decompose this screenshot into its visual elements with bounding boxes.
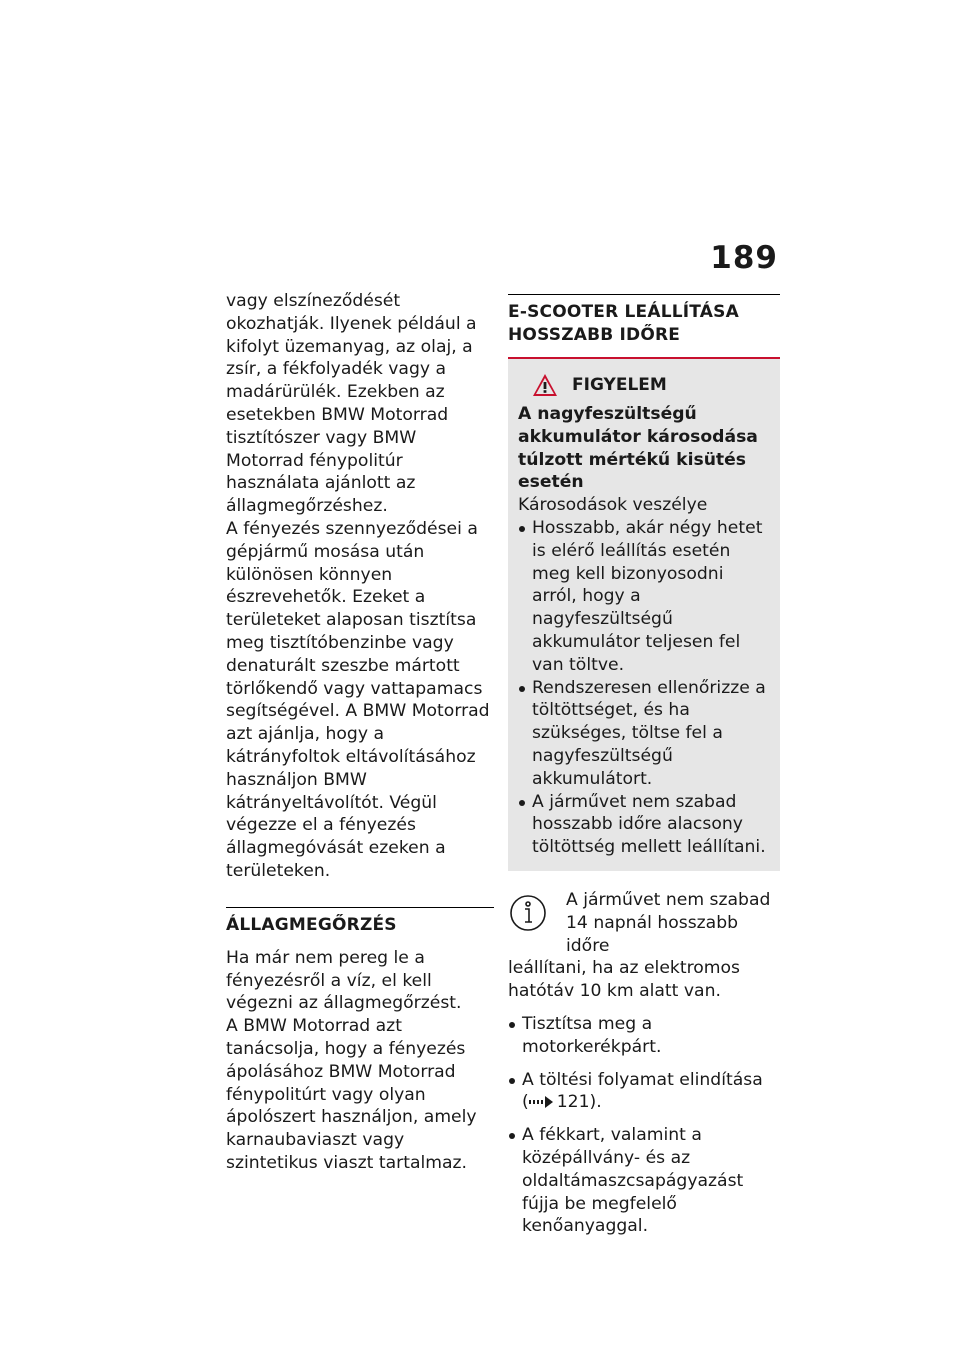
warning-list <box>518 517 770 859</box>
section-title-storage: E-SCOOTER LEÁLLÍTÁSA HOSSZABB IDŐRE <box>508 302 739 345</box>
info-text-line2: 14 napnál hosszabb időre <box>566 912 739 956</box>
warning-subtitle: A nagyfeszültségű akkumulátor károsodása túlzott mértékű kisütés esetén <box>518 404 758 493</box>
warning-consequence: Károsodások veszélye <box>518 495 708 516</box>
paragraph-paint-dirt: A fényezés szennyeződései a gépjármű mosása után különösen könnyen észrevehetők. Ezeket a területeket alaposan tisztítsa meg tisztítóbenzinbe vagy denaturált szeszbe mártott törlőkendő vagy vattapamacs segítségével. A BMW Motorrad azt ajánlja, hogy a kátrányfoltok eltávolításához használjon BMW kátrányeltávolítót. Végül végezze el a fényezés állagmegóvását ezeken a területeken. <box>226 518 490 881</box>
page-reference-arrow-icon <box>529 1096 553 1108</box>
paragraph-polish-advice: A BMW Motorrad azt tanácsolja, hogy a fényezés ápolásához BMW Motorrad fénypolitúrt vagy olyan ápolószert használjon, amely karnaubaviaszt vagy szintetikus viaszt tartalmaz. <box>226 1016 477 1173</box>
info-text-rest: leállítani, ha az elektromos hatótáv 10 km alatt van. <box>508 958 741 1002</box>
list-item: Hosszabb, akár négy hetet is elérő leállítás esetén meg kell bizonyosodni arról, hogy a nagyfeszültségű akkumulátor teljesen fel van töltve. <box>518 517 770 677</box>
info-icon <box>508 893 548 933</box>
list-item: Tisztítsa meg a motorkerékpárt. <box>508 1013 780 1059</box>
warning-triangle-icon <box>532 373 558 397</box>
section-rule <box>508 294 780 295</box>
page-reference[interactable] <box>522 1092 602 1112</box>
info-text-line1: A járművet nem szabad <box>566 889 771 910</box>
ref-paren: ( <box>522 1092 529 1113</box>
list-item <box>508 1069 780 1115</box>
section-rule <box>226 907 494 908</box>
page-number: 189 <box>710 240 778 276</box>
warning-box <box>508 359 780 871</box>
paragraph-preservation: Ha már nem pereg le a fényezésről a víz, el kell végezni az állagmegőrzést. <box>226 947 462 1014</box>
section-title-preservation: ÁLLAGMEGŐRZÉS <box>226 914 397 935</box>
step-text: A töltési folyamat elindítása <box>522 1069 763 1090</box>
info-note <box>508 889 780 1003</box>
paragraph-discoloration: vagy elszíneződését okozhatják. Ilyenek például a kifolyt üzemanyag, az olaj, a zsír, a fékfolyadék vagy a madárürülék. Ezekben az esetekben BMW Motorrad tisztítószer vagy BMW Motorrad fénypolitúr használata ajánlott az állagmegőrzéshez. <box>226 291 477 517</box>
list-item: Rendszeresen ellenőrizze a töltöttséget, és ha szükséges, töltse fel a nagyfeszültségű akkumulátort. <box>518 677 770 791</box>
left-column <box>226 290 494 1175</box>
warning-title: FIGYELEM <box>572 374 667 395</box>
ref-page: 121). <box>556 1092 602 1113</box>
right-column <box>508 290 780 1248</box>
step-list <box>508 1013 780 1238</box>
list-item: A fékkart, valamint a középállvány- és az oldaltámaszcsapágyazást fújja be megfelelő kenőanyaggal. <box>508 1124 780 1238</box>
list-item: A járművet nem szabad hosszabb időre alacsony töltöttség mellett leállítani. <box>518 791 770 859</box>
warning-header <box>532 373 770 397</box>
